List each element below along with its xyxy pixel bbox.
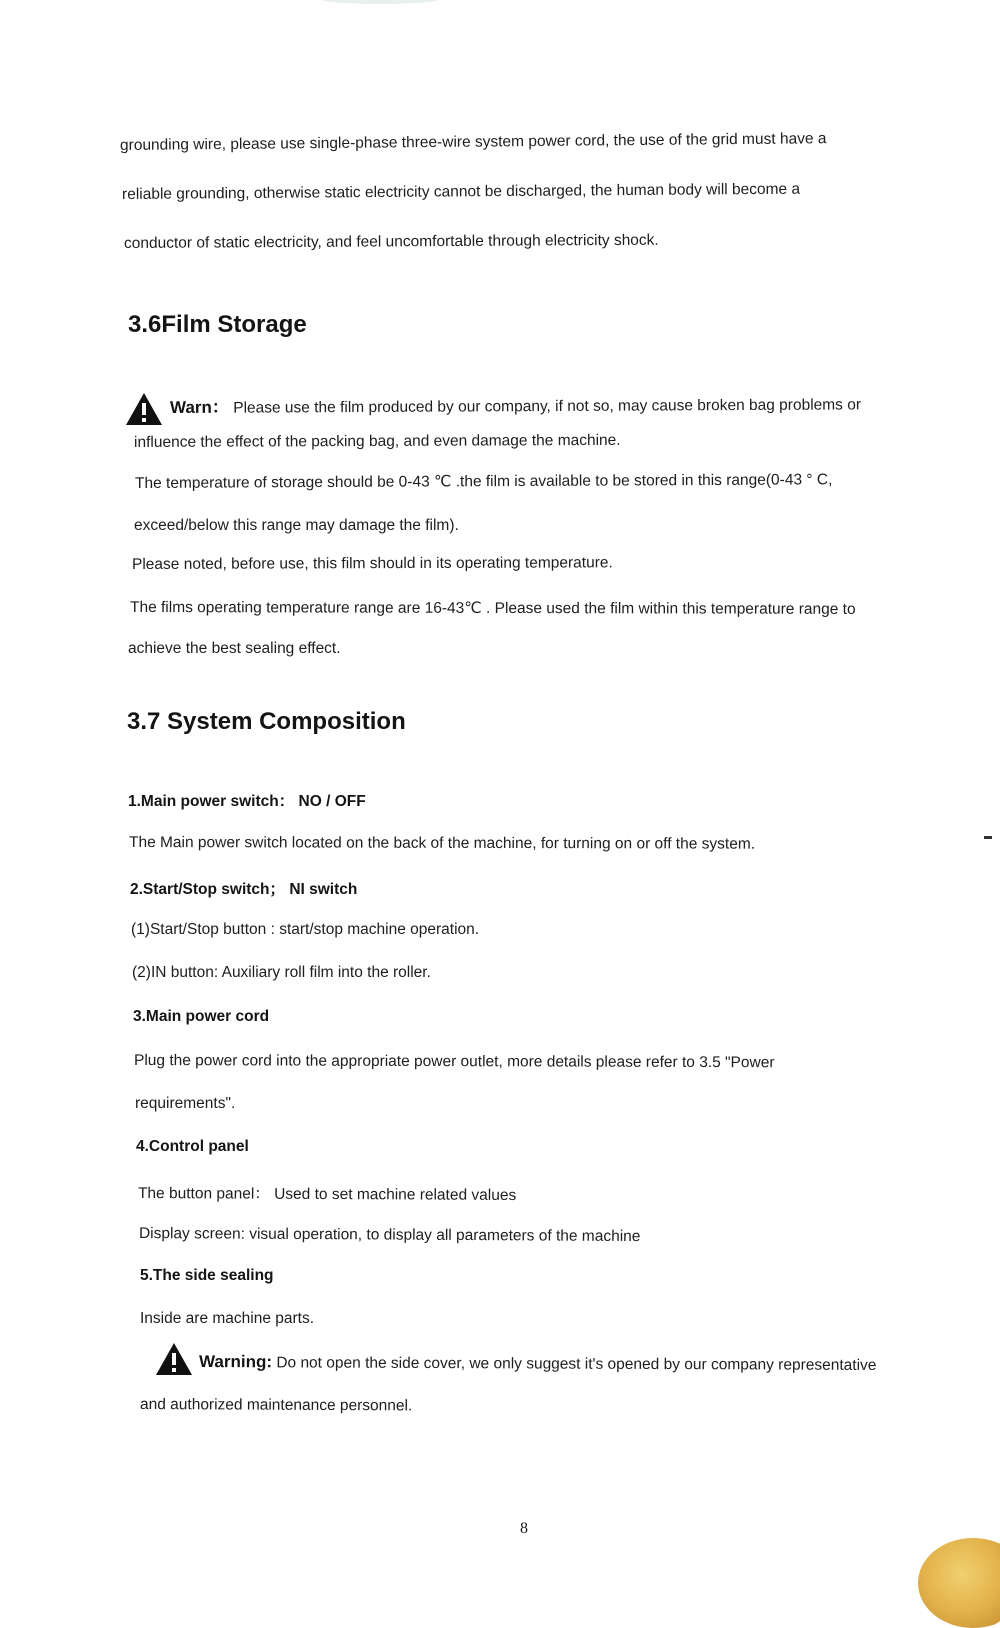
operating-temp-note: Please noted, before use, this film should in its operating temperature. xyxy=(131,554,613,573)
operating-temp-line-2: achieve the best sealing effect. xyxy=(128,640,341,657)
warning-paragraph-line-1 xyxy=(199,1352,877,1375)
item-2-title: 2.Start/Stop switch； NI switch xyxy=(130,881,358,898)
intro-line-1: grounding wire, please use single-phase three-wire system power cord, the use of the grid must have a xyxy=(119,130,827,154)
item-4-title: 4.Control panel xyxy=(136,1138,249,1155)
warning-text: Do not open the side cover, we only suggest it's opened by our company representative xyxy=(276,1354,877,1374)
scan-corner-blob xyxy=(918,1538,1000,1628)
item-4-display-screen: Display screen: visual operation, to display all parameters of the machine xyxy=(138,1225,641,1246)
item-1-title: 1.Main power switch： NO / OFF xyxy=(128,793,366,810)
warn-paragraph-line-2: influence the effect of the packing bag, and even damage the machine. xyxy=(133,431,621,451)
warning-paragraph-line-2: and authorized maintenance personnel. xyxy=(139,1396,413,1415)
warn-paragraph-line-1 xyxy=(170,389,861,418)
item-1-text: The Main power switch located on the back of the machine, for turning on or off the system. xyxy=(128,834,756,853)
warning-triangle-icon-2 xyxy=(155,1342,193,1376)
operating-temp-line-1: The films operating temperature range are 16-43℃ . Please used the film within this temperature range to xyxy=(129,599,856,618)
warn-label: Warn： xyxy=(169,397,229,417)
item-2-start-stop: (1)Start/Stop button : start/stop machine operation. xyxy=(131,921,480,938)
storage-temp-line-1: The temperature of storage should be 0-43 ℃ .the film is available to be stored in this range(0-43 ° C, xyxy=(134,471,833,492)
item-3-title: 3.Main power cord xyxy=(133,1008,270,1025)
item-3-line-1: Plug the power cord into the appropriate power outlet, more details please refer to 3.5 "Power xyxy=(133,1052,775,1072)
item-5-title: 5.The side sealing xyxy=(140,1267,274,1284)
section-3-6-title: 3.6Film Storage xyxy=(128,311,307,338)
item-4-button-panel: The button panel： Used to set machine related values xyxy=(137,1185,517,1204)
item-3-line-2: requirements". xyxy=(135,1095,236,1112)
warning-triangle-icon xyxy=(125,392,163,426)
intro-line-2: reliable grounding, otherwise static electricity cannot be discharged, the human body will become a xyxy=(121,180,801,203)
page-number: 8 xyxy=(520,1520,528,1537)
intro-line-3: conductor of static electricity, and feel uncomfortable through electricity shock. xyxy=(123,231,659,252)
item-5-text: Inside are machine parts. xyxy=(140,1310,315,1327)
storage-temp-line-2: exceed/below this range may damage the film). xyxy=(134,517,459,534)
warn-text: Please use the film produced by our company, if not so, may cause broken bag problems or xyxy=(233,396,862,417)
scan-edge-mark xyxy=(984,836,992,839)
scan-smudge xyxy=(320,0,440,4)
item-2-in-button: (2)IN button: Auxiliary roll film into the roller. xyxy=(132,964,431,981)
warning-label: Warning: xyxy=(198,1352,273,1372)
section-3-7-title: 3.7 System Composition xyxy=(127,708,406,735)
